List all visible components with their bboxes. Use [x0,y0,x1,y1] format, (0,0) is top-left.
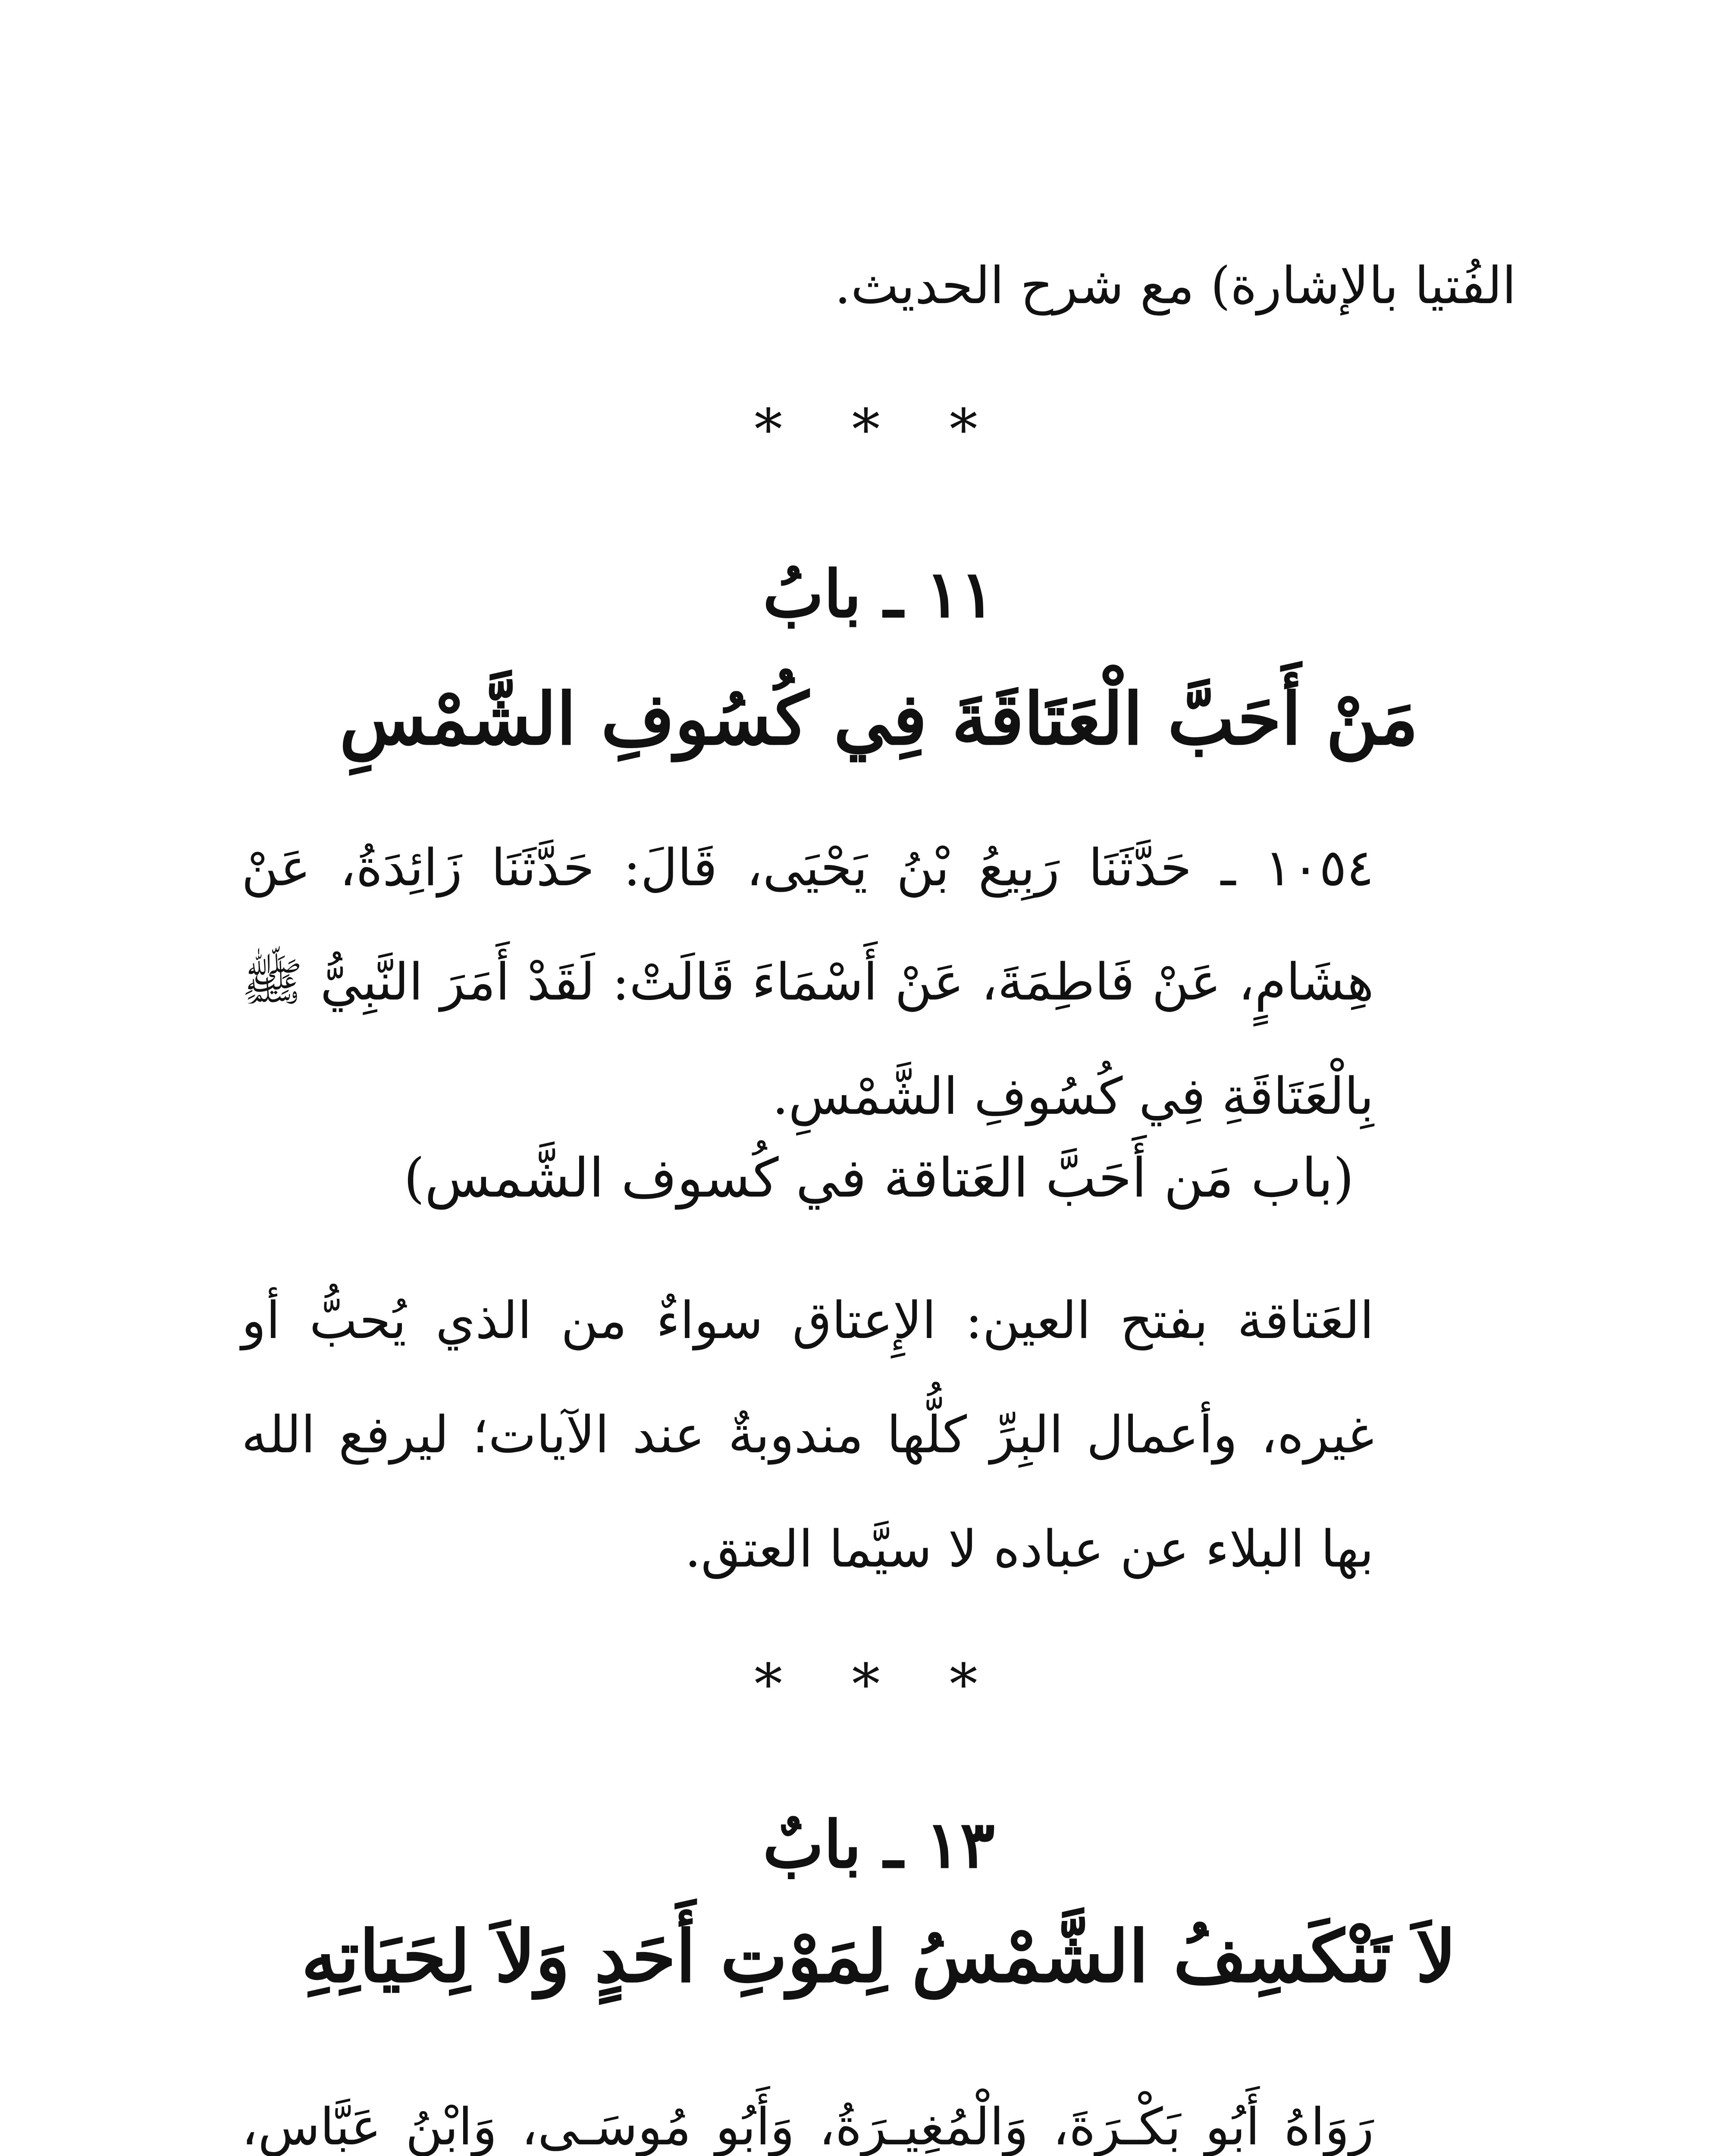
separator-stars-2: * * * [754,1651,1003,1717]
section-11-hadith: ١٠٥٤ ـ حَدَّثَنَا رَبِيعُ بْنُ يَحْيَى، قَالَ: حَدَّثَنَا زَائِدَةُ، عَنْ هِشَامٍ، عَنْ فَاطِمَةَ، عَنْ أَسْمَاءَ قَالَتْ: لَقَدْ أَمَرَ النَّبِيُّ ﷺ بِالْعَتَاقَةِ فِي كُسُوفِ الشَّمْسِ. [241,838,1374,1126]
separator-stars: * * * [754,397,1003,462]
section-11-bab-number: ١١ ـ بابُ [762,556,995,632]
section-13-title: لاَ تَنْكَسِفُ الشَّمْسُ لِمَوْتِ أَحَدٍ وَلاَ لِحَيَاتِهِ [301,1915,1457,1998]
section-11-commentary: العَتاقة بفتح العين: الإِعتاق سواءٌ من الذي يُحبُّ أو غيره، وأعمال البِرِّ كلُّها مندوبةٌ عند الآيات؛ ليرفع الله بها البلاء عن عباده لا سيَّما العتق. [241,1291,1374,1579]
section-11-commentary-title: (باب مَن أَحَبَّ العَتاقة في كُسوف الشَّمس) [403,1147,1355,1210]
section-11-title: مَنْ أَحَبَّ الْعَتَاقَةَ فِي كُسُوفِ الشَّمْسِ [339,677,1418,761]
section-13-narration: رَوَاهُ أَبُو بَكْـرَةَ، وَالْمُغِيـرَةُ، وَأَبُو مُوسَـى، وَابْنُ عَبَّاسٍ، [241,2097,1374,2156]
section-13-bab-number: ١٣ ـ بابٌ [762,1807,995,1883]
intro-line: الفُتيا بالإشارة) مع شرح الحديث. [834,256,1516,315]
